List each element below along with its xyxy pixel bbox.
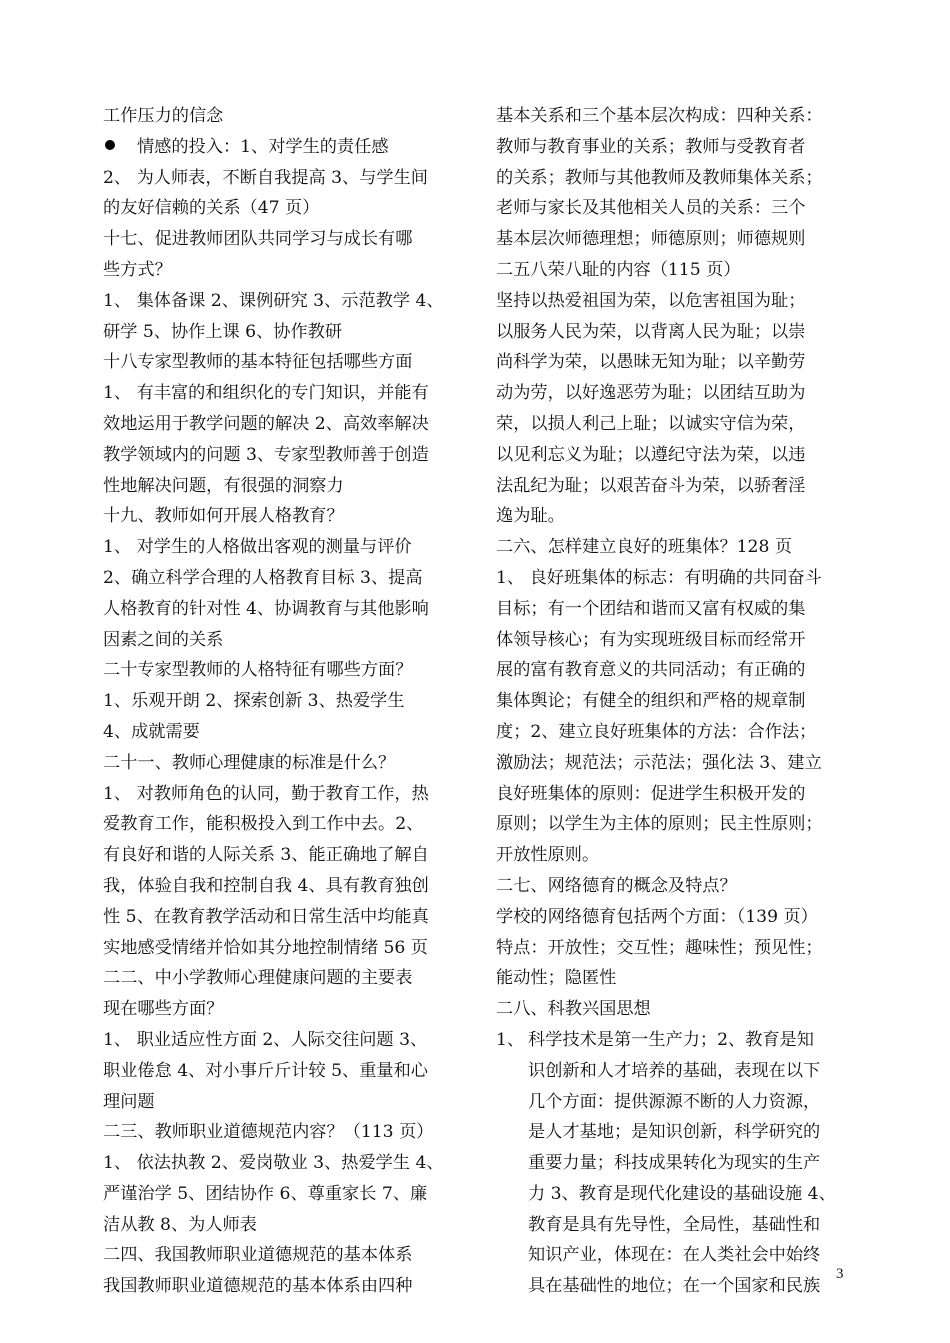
line-text: 4、成就需要 bbox=[103, 721, 200, 742]
text-line bbox=[496, 717, 854, 748]
line-text: 十八专家型教师的基本特征包括哪些方面 bbox=[103, 352, 413, 373]
line-text: 有良好和谐的人际关系 3、能正确地了解自 bbox=[103, 845, 429, 866]
line-text: 2、 为人师表，不断自我提高 3、与学生间 bbox=[103, 167, 428, 188]
text-line bbox=[496, 1240, 854, 1271]
text-line bbox=[496, 1179, 854, 1210]
text-line bbox=[496, 347, 854, 378]
line-text: 老师与家长及其他相关人员的关系：三个 bbox=[496, 198, 806, 219]
line-text: 教学领域内的问题 3、专家型教师善于创造 bbox=[103, 444, 429, 465]
line-text: 2、确立科学合理的人格教育目标 3、提高 bbox=[103, 567, 423, 588]
line-text: 二十专家型教师的人格特征有哪些方面？ bbox=[103, 660, 413, 681]
text-line bbox=[496, 963, 854, 994]
line-text: 1、 对教师角色的认同，勤于教育工作，热 bbox=[103, 783, 429, 804]
line-text: 几个方面：提供源源不断的人力资源， bbox=[528, 1091, 821, 1112]
text-line bbox=[496, 132, 854, 163]
line-text: 现在哪些方面？ bbox=[103, 999, 224, 1020]
line-text: 尚科学为荣，以愚昧无知为耻；以辛勤劳 bbox=[496, 352, 806, 373]
text-line bbox=[496, 163, 854, 194]
line-text: 教育是具有先导性，全局性，基础性和 bbox=[528, 1214, 821, 1235]
line-text: 爱教育工作，能积极投入到工作中去。2、 bbox=[103, 814, 424, 835]
text-line bbox=[103, 286, 467, 317]
text-line bbox=[103, 101, 467, 132]
text-line bbox=[496, 779, 854, 810]
line-text: 动为劳，以好逸恶劳为耻；以团结互助为 bbox=[496, 383, 806, 404]
text-line bbox=[103, 193, 467, 224]
line-text: 激励法；规范法；示范法；强化法 3、建立 bbox=[496, 752, 822, 773]
text-line bbox=[496, 594, 854, 625]
text-line bbox=[103, 255, 467, 286]
text-line bbox=[103, 717, 467, 748]
line-text: 因素之间的关系 bbox=[103, 629, 224, 650]
left-column bbox=[103, 101, 467, 1302]
line-text: 我国教师职业道德规范的基本体系由四种 bbox=[103, 1276, 413, 1297]
text-line bbox=[496, 625, 854, 656]
text-line bbox=[496, 255, 854, 286]
text-line bbox=[496, 994, 854, 1025]
line-text: 二五八荣八耻的内容（115 页） bbox=[496, 259, 741, 280]
text-line bbox=[496, 902, 854, 933]
line-text: 二六、怎样建立良好的班集体？128 页 bbox=[496, 537, 793, 558]
line-text: 性地解决问题，有很强的洞察力 bbox=[103, 475, 344, 496]
line-text: 度；2、建立良好班集体的方法：合作法； bbox=[496, 721, 817, 742]
text-line bbox=[103, 933, 467, 964]
line-text: 职业倦怠 4、对小事斤斤计较 5、重量和心 bbox=[103, 1060, 428, 1081]
text-line bbox=[103, 1148, 467, 1179]
text-line bbox=[103, 440, 467, 471]
text-line bbox=[103, 779, 467, 810]
text-line bbox=[103, 224, 467, 255]
line-text: 1、 集体备课 2、课例研究 3、示范教学 4、 bbox=[103, 290, 444, 311]
text-line bbox=[103, 317, 467, 348]
line-text: 些方式？ bbox=[103, 259, 172, 280]
line-text: 知识产业，体现在：在人类社会中始终 bbox=[528, 1245, 821, 1266]
line-text: 力 3、教育是现代化建设的基础设施 4、 bbox=[528, 1183, 836, 1204]
line-text: 以服务人民为荣，以背离人民为耻；以崇 bbox=[496, 321, 806, 342]
line-text: 集体舆论；有健全的组织和严格的规章制 bbox=[496, 691, 806, 712]
text-line bbox=[496, 809, 854, 840]
text-line bbox=[496, 1148, 854, 1179]
line-text: 开放性原则。 bbox=[496, 845, 600, 866]
line-text: 法乱纪为耻；以艰苦奋斗为荣，以骄奢淫 bbox=[496, 475, 806, 496]
text-line bbox=[103, 163, 467, 194]
text-line bbox=[496, 440, 854, 471]
text-line bbox=[103, 1179, 467, 1210]
text-line bbox=[103, 594, 467, 625]
text-line bbox=[496, 686, 854, 717]
text-line bbox=[103, 409, 467, 440]
text-line bbox=[103, 1271, 467, 1302]
line-text: 1、 对学生的人格做出客观的测量与评价 bbox=[103, 537, 412, 558]
list-number: 1、 bbox=[496, 1029, 525, 1050]
text-line bbox=[496, 871, 854, 902]
line-text: 基本关系和三个基本层次构成：四种关系： bbox=[496, 106, 823, 126]
line-text: 以见利忘义为耻；以遵纪守法为荣，以违 bbox=[496, 444, 806, 465]
text-line bbox=[496, 933, 854, 964]
line-text: 原则；以学生为主体的原则；民主性原则； bbox=[496, 814, 823, 835]
line-text: 教师与教育事业的关系；教师与受教育者 bbox=[496, 136, 806, 157]
line-text: 重要力量；科技成果转化为现实的生产 bbox=[528, 1153, 821, 1174]
text-line bbox=[496, 193, 854, 224]
line-text: 人格教育的针对性 4、协调教育与其他影响 bbox=[103, 598, 429, 619]
line-text: 科学技术是第一生产力；2、教育是知 bbox=[528, 1029, 814, 1050]
text-line bbox=[103, 1117, 467, 1148]
text-line bbox=[496, 286, 854, 317]
text-line bbox=[103, 1087, 467, 1118]
text-line bbox=[496, 1210, 854, 1241]
text-line bbox=[496, 1271, 854, 1302]
text-line bbox=[496, 840, 854, 871]
text-line bbox=[496, 748, 854, 779]
text-line bbox=[103, 809, 467, 840]
line-text: 十七、促进教师团队共同学习与成长有哪 bbox=[103, 229, 413, 250]
text-line bbox=[103, 686, 467, 717]
text-line bbox=[103, 963, 467, 994]
text-line bbox=[103, 871, 467, 902]
line-text: 特点：开放性；交互性；趣味性；预见性； bbox=[496, 937, 823, 958]
text-line bbox=[103, 1210, 467, 1241]
text-line bbox=[103, 748, 467, 779]
line-text: 目标；有一个团结和谐而又富有权威的集 bbox=[496, 598, 806, 619]
line-text: 1、 依法执教 2、爱岗敬业 3、热爱学生 4、 bbox=[103, 1153, 444, 1174]
line-text: 1、 有丰富的和组织化的专门知识，并能有 bbox=[103, 383, 429, 404]
text-line bbox=[496, 317, 854, 348]
page-number: 3 bbox=[836, 1266, 844, 1282]
text-line bbox=[103, 1056, 467, 1087]
line-text: 学校的网络德育包括两个方面：（139 页） bbox=[496, 906, 818, 927]
line-text: 二十一、教师心理健康的标准是什么？ bbox=[103, 752, 396, 773]
line-text: 1、 职业适应性方面 2、人际交往问题 3、 bbox=[103, 1029, 428, 1050]
line-text: 洁从教 8、为人师表 bbox=[103, 1214, 257, 1235]
bullet-icon bbox=[105, 140, 115, 150]
text-line bbox=[103, 532, 467, 563]
text-line bbox=[103, 655, 467, 686]
line-text: 能动性；隐匿性 bbox=[496, 968, 617, 989]
line-text: 十九、教师如何开展人格教育？ bbox=[103, 506, 344, 527]
line-text: 理问题 bbox=[103, 1091, 155, 1112]
text-line bbox=[496, 378, 854, 409]
text-line bbox=[103, 1025, 467, 1056]
line-text: 的友好信赖的关系（47 页） bbox=[103, 198, 320, 219]
line-text: 工作压力的信念 bbox=[103, 106, 224, 126]
line-text: 基本层次师德理想；师德原则；师德规则 bbox=[496, 229, 806, 250]
line-text: 1、乐观开朗 2、探索创新 3、热爱学生 bbox=[103, 691, 405, 712]
text-line bbox=[496, 471, 854, 502]
text-line bbox=[103, 132, 467, 163]
line-text: 是人才基地；是知识创新，科学研究的 bbox=[528, 1122, 821, 1143]
line-text: 的关系；教师与其他教师及教师集体关系； bbox=[496, 167, 823, 188]
line-text: 二四、我国教师职业道德规范的基本体系 bbox=[103, 1245, 413, 1266]
line-text: 1、 良好班集体的标志：有明确的共同奋斗 bbox=[496, 567, 822, 588]
line-text: 良好班集体的原则：促进学生积极开发的 bbox=[496, 783, 806, 804]
line-text: 二三、教师职业道德规范内容？（113 页） bbox=[103, 1122, 434, 1143]
text-line bbox=[103, 840, 467, 871]
text-line bbox=[103, 902, 467, 933]
text-line bbox=[103, 347, 467, 378]
text-line bbox=[103, 501, 467, 532]
text-line bbox=[496, 501, 854, 532]
text-line bbox=[496, 532, 854, 563]
text-line bbox=[103, 625, 467, 656]
text-line bbox=[496, 224, 854, 255]
text-line bbox=[496, 409, 854, 440]
line-text: 严谨治学 5、团结协作 6、尊重家长 7、廉 bbox=[103, 1183, 428, 1204]
line-text: 我，体验自我和控制自我 4、具有教育独创 bbox=[103, 875, 429, 896]
text-line bbox=[103, 563, 467, 594]
line-text: 研学 5、协作上课 6、协作教研 bbox=[103, 321, 343, 342]
text-line bbox=[103, 471, 467, 502]
text-line bbox=[496, 1056, 854, 1087]
text-line bbox=[496, 1025, 854, 1056]
line-text: 二二、中小学教师心理健康问题的主要表 bbox=[103, 968, 413, 989]
text-line bbox=[103, 378, 467, 409]
right-column bbox=[496, 101, 854, 1302]
line-text: 情感的投入：1、对学生的责任感 bbox=[137, 136, 389, 157]
text-line bbox=[496, 655, 854, 686]
line-text: 逸为耻。 bbox=[496, 506, 565, 527]
text-line bbox=[103, 1240, 467, 1271]
line-text: 展的富有教育意义的共同活动；有正确的 bbox=[496, 660, 806, 681]
line-text: 坚持以热爱祖国为荣，以危害祖国为耻； bbox=[496, 290, 806, 311]
line-text: 性 5、在教育教学活动和日常生活中均能真 bbox=[103, 906, 429, 927]
line-text: 识创新和人才培养的基础，表现在以下 bbox=[528, 1060, 821, 1081]
line-text: 具在基础性的地位；在一个国家和民族 bbox=[528, 1276, 821, 1297]
line-text: 二七、网络德育的概念及特点？ bbox=[496, 875, 737, 896]
text-line bbox=[496, 101, 854, 132]
line-text: 二八、科教兴国思想 bbox=[496, 999, 651, 1020]
text-line bbox=[496, 1087, 854, 1118]
text-line bbox=[496, 1117, 854, 1148]
line-text: 实地感受情绪并恰如其分地控制情绪 56 页 bbox=[103, 937, 428, 958]
line-text: 体领导核心；有为实现班级目标而经常开 bbox=[496, 629, 806, 650]
text-line bbox=[103, 994, 467, 1025]
line-text: 荣，以损人利己上耻；以诚实守信为荣， bbox=[496, 413, 806, 434]
line-text: 效地运用于教学问题的解决 2、高效率解决 bbox=[103, 413, 429, 434]
text-line bbox=[496, 563, 854, 594]
